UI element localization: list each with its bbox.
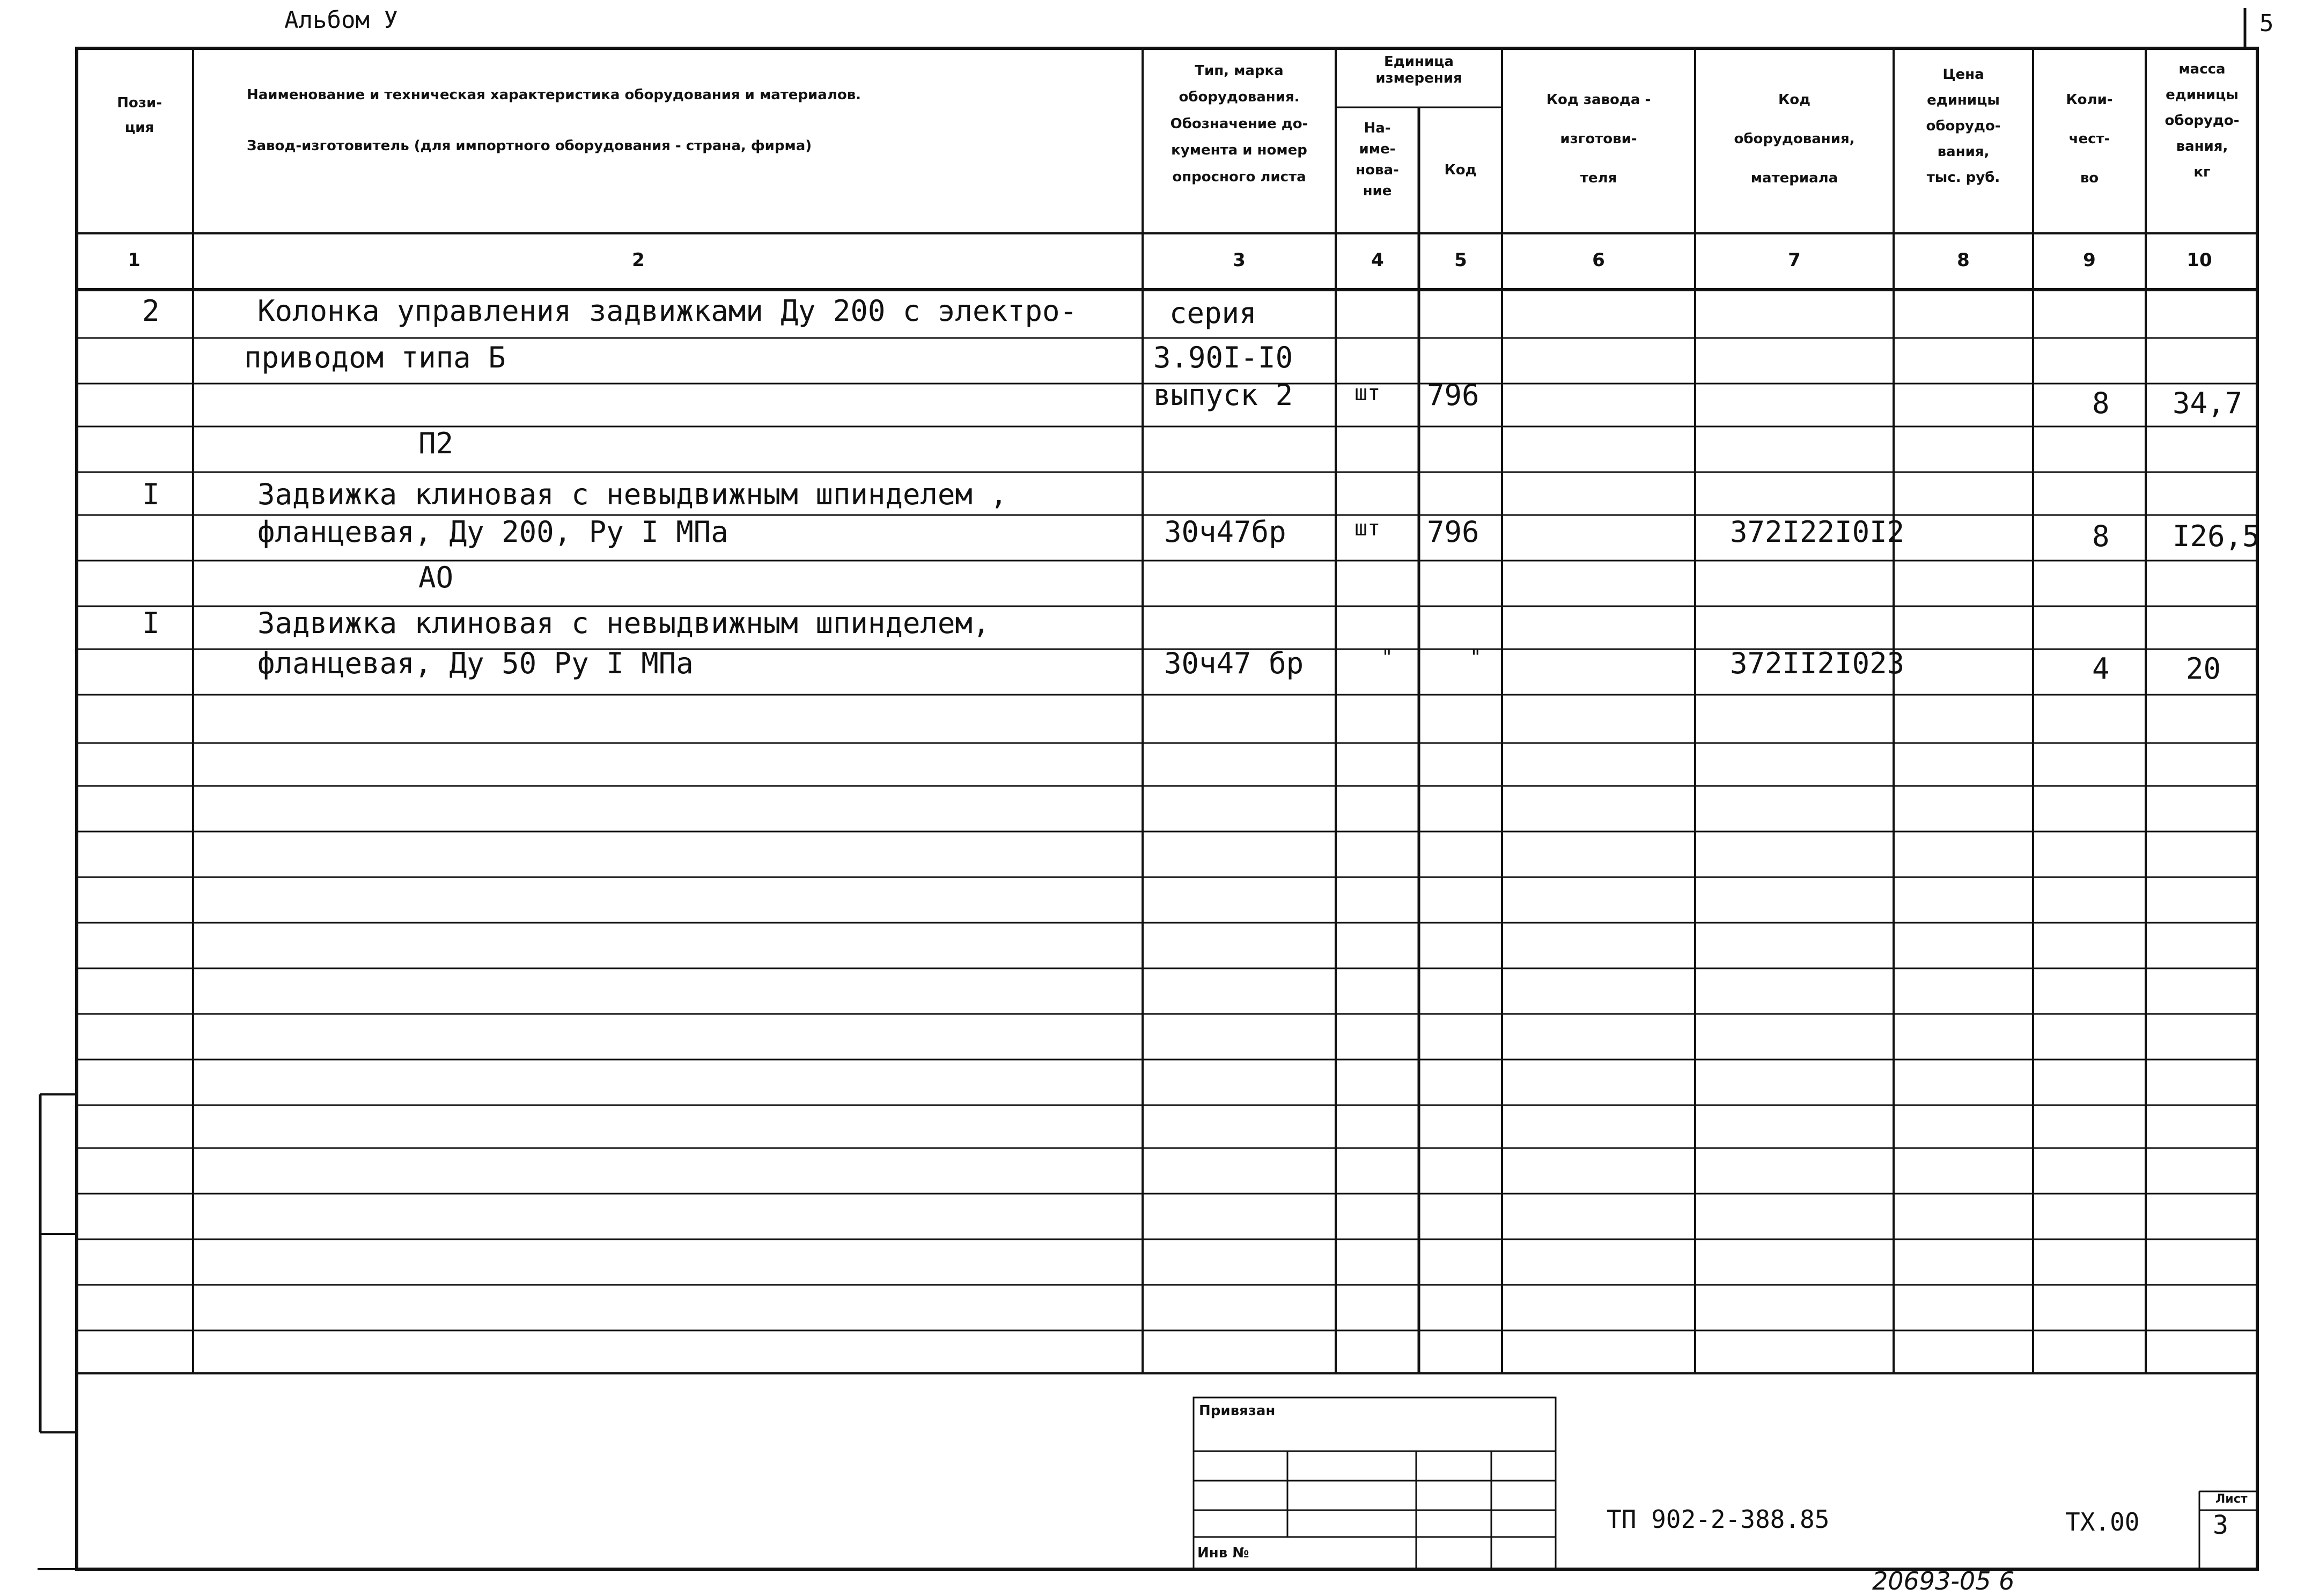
page-corner-number: 5 [2259,10,2274,37]
row-unit: шт [1354,516,1381,541]
stamp-linked-label: Привязан [1199,1403,1276,1419]
column-number: 4 [1371,249,1384,271]
column-number: 8 [1957,249,1970,271]
row-type: 30ч47 бр [1164,646,1304,680]
row-position: I [142,606,160,640]
header-equipment-code: Код оборудования, материала [1734,92,1855,186]
stamp-inventory-label: Инв № [1197,1545,1249,1561]
row-unit: " [1381,646,1393,668]
row-quantity: 8 [2092,519,2110,553]
column-number: 7 [1788,249,1801,271]
row-unit-code: 796 [1427,378,1479,412]
header-quantity: Коли- чест- во [2066,92,2113,186]
row-name: П2 [418,426,454,460]
row-quantity: 8 [2092,386,2110,420]
row-name: фланцевая, Ду 50 Ру I МПа [257,646,694,680]
column-number: 10 [2186,249,2212,271]
row-unit: шт [1354,381,1381,406]
row-unit-code: " [1470,646,1482,668]
section-code: ТХ.00 [2065,1507,2140,1536]
row-mass: 34,7 [2173,386,2243,420]
row-mass: 20 [2186,652,2221,686]
document-number: ТП 902-2-388.85 [1607,1505,1830,1534]
row-name: Задвижка клиновая с невыдвижным шпинделем, [257,606,990,640]
column-number: 3 [1233,249,1246,271]
row-name: АО [418,561,454,594]
row-equipment-code: 372II2I023 [1730,646,1905,680]
album-title: Альбом У [284,6,398,34]
sheet-label: Лист [2215,1492,2248,1506]
header-position: Пози- ция [117,95,162,136]
row-name: Колонка управления задвижками Ду 200 с электро- [257,294,1078,328]
column-number: 9 [2083,249,2096,271]
header-plant-code: Код завода - изготови- теля [1546,92,1651,186]
row-quantity: 4 [2092,652,2110,686]
sheet-number: 3 [2213,1510,2228,1540]
column-number: 5 [1454,249,1467,271]
row-type: 30ч47бр [1164,515,1286,549]
column-number: 2 [632,249,645,271]
row-name: фланцевая, Ду 200, Ру I МПа [257,515,728,549]
row-position: I [142,477,160,511]
header-price: Цена единицы оборудо- вания, тыс. руб. [1926,67,2001,186]
row-type: выпуск 2 [1153,378,1293,412]
header-unit-group: Единица измерения [1375,54,1462,87]
header-unit-code: Код [1444,162,1477,178]
row-mass: I26,5 [2173,519,2260,553]
header-mass: масса единицы оборудо- вания, кг [2165,61,2240,181]
header-name-line1: Наименование и техническая характеристика оборудования и материалов. [247,87,862,103]
row-equipment-code: 372I22I0I2 [1730,515,1905,549]
column-number: 1 [128,249,141,271]
header-name-line2: Завод-изготовитель (для импортного оборудования - страна, фирма) [247,138,812,154]
row-type: 3.90I-I0 [1153,341,1293,374]
header-unit-name: На- име- нова- ние [1356,120,1399,199]
header-type: Тип, марка оборудования. Обозначение до- кумента и номер опросного листа [1170,63,1308,185]
column-number: 6 [1592,249,1605,271]
row-unit-code: 796 [1427,515,1479,549]
row-type: серия [1169,296,1257,330]
row-position: 2 [142,294,160,328]
row-name: Задвижка клиновая с невыдвижным шпинделем , [257,477,1007,511]
archive-number: 20693-05 6 [1872,1566,2015,1595]
row-name: приводом типа Б [244,341,506,374]
